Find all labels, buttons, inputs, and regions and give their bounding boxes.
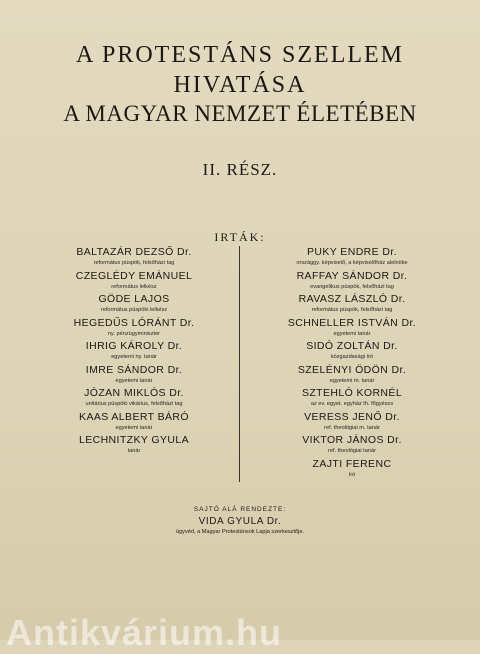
author-role: író [348, 471, 356, 478]
author-name: JÓZAN MIKLÓS Dr. [84, 387, 184, 399]
author-name: VERESS JENŐ Dr. [304, 410, 400, 423]
author-role: országgy. képviselő, a képviselőház alelnöke [296, 260, 408, 266]
editor-label: SAJTÓ ALÁ RENDEZTE: [193, 506, 287, 513]
author-role: unitárius püspöki vikárius, felsőházi tag [85, 401, 183, 407]
author-role: az ev. egyet. egyház th. főgyészs [310, 401, 394, 407]
author-entry [34, 340, 234, 364]
author-entry [252, 434, 452, 458]
author-entry [34, 411, 234, 435]
author-entry [34, 246, 234, 270]
author-entry [252, 458, 452, 482]
authors-left-column [34, 246, 234, 458]
author-role: közgazdasági író [330, 354, 374, 360]
author-entry [34, 293, 234, 317]
author-role: egyetemi tanár [115, 377, 153, 384]
author-name: SZTEHLÓ KORNÉL [301, 387, 403, 399]
author-name: LECHNITZKY GYULA [78, 434, 190, 446]
editor-block [0, 505, 480, 537]
author-name: SZELÉNYI ÖDÖN Dr. [297, 363, 407, 376]
authors-right-column [252, 246, 452, 481]
author-entry [252, 317, 452, 341]
author-name: VIKTOR JÁNOS Dr. [302, 434, 402, 446]
author-role: református püspök, felsőházi tag [93, 260, 175, 266]
author-name: ZAJTI FERENC [312, 457, 392, 470]
watermark: Antikvárium.hu [6, 612, 283, 653]
title-line-1: A PROTESTÁNS SZELLEM [75, 42, 405, 68]
author-entry [34, 364, 234, 388]
author-name: RAFFAY SÁNDOR Dr. [296, 269, 408, 282]
title-line-3: A MAGYAR NEMZET ÉLETÉBEN [63, 101, 417, 126]
author-role: ref. theológiai m. tanár [324, 424, 380, 431]
author-entry [252, 246, 452, 270]
author-role: református püspök, felsőházi tag [311, 307, 393, 313]
part-label: II. RÉSZ. [202, 160, 278, 179]
author-role: ny. pénzügyminiszter [107, 330, 161, 337]
author-entry [34, 387, 234, 411]
author-role: egyetemi tanár [115, 424, 153, 431]
author-role: ref. theológiai tanár [328, 448, 376, 454]
author-role: tanár [127, 448, 141, 454]
author-entry [252, 340, 452, 364]
author-entry [252, 270, 452, 294]
author-name: GÖDE LAJOS [98, 293, 170, 305]
author-name: KAAS ALBERT BÁRÓ [79, 410, 189, 423]
author-name: SIDÓ ZOLTÁN Dr. [306, 340, 398, 352]
author-entry [34, 434, 234, 458]
author-role: református lelkész [111, 283, 157, 290]
author-entry [252, 411, 452, 435]
author-role: egyetemi tanár [333, 330, 371, 337]
title-line-2: HIVATÁSA [173, 72, 307, 98]
author-name: CZEGLÉDY EMÁNUEL [75, 269, 193, 282]
author-entry [252, 364, 452, 388]
author-role: egyetemi m. tanár [329, 377, 375, 384]
author-entry [252, 387, 452, 411]
author-name: PUKY ENDRE Dr. [306, 246, 397, 258]
editor-role: ügyvéd, a Magyar Protestánsok Lapja szerkesztője. [175, 529, 305, 535]
author-entry [34, 317, 234, 341]
author-role: református püspöki lelkész [100, 307, 168, 313]
author-name: BALTAZÁR DEZSŐ Dr. [76, 246, 192, 258]
author-name: IHRIG KÁROLY Dr. [85, 340, 183, 352]
author-role: evangelikus püspök, felsőházi tag [310, 283, 394, 290]
author-name: SCHNELLER ISTVÁN Dr. [287, 316, 417, 329]
authors-heading: IRTÁK: [214, 230, 266, 244]
author-name: HEGEDŰS LÓRÁNT Dr. [73, 316, 195, 329]
author-entry [34, 270, 234, 294]
author-name: RAVASZ LÁSZLÓ Dr. [298, 293, 406, 305]
author-name: IMRE SÁNDOR Dr. [85, 363, 183, 376]
column-divider [239, 246, 240, 482]
author-entry [252, 293, 452, 317]
author-role: egyetemi ny. tanár [111, 354, 157, 360]
editor-name: VIDA GYULA Dr. [198, 516, 282, 527]
